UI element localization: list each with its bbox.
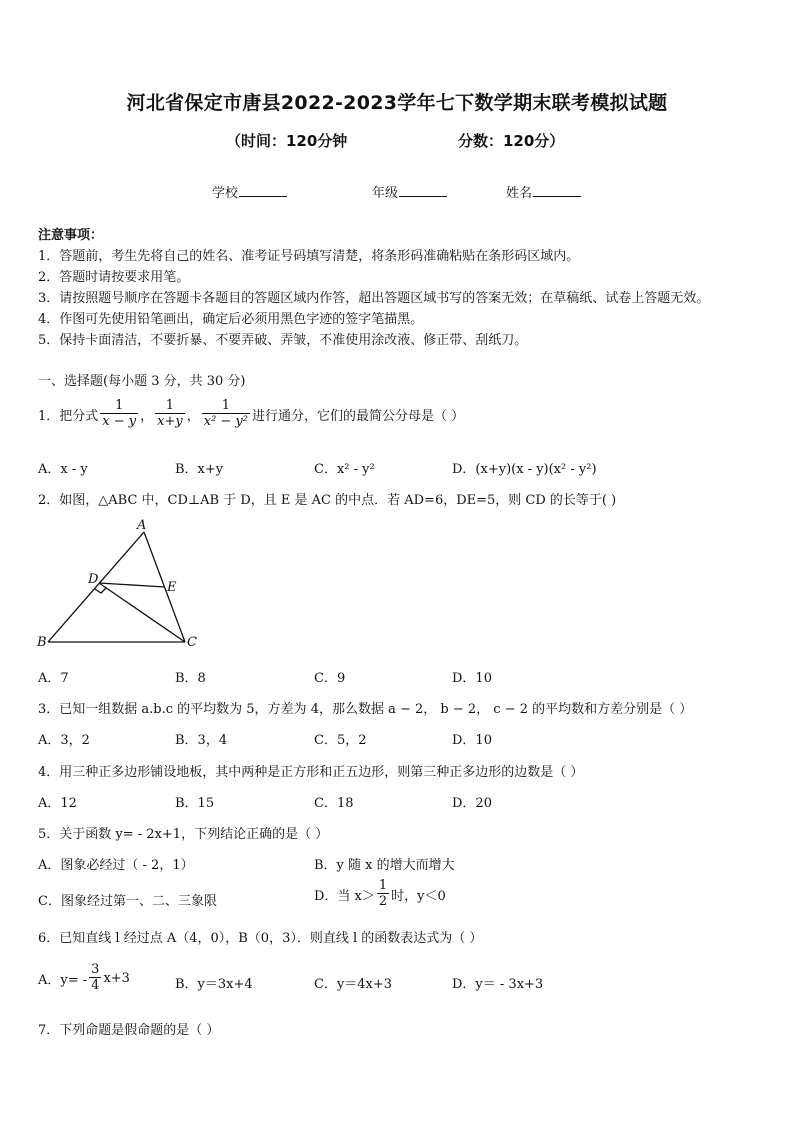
q1-option-c[interactable]: C．x² - y² (314, 462, 375, 477)
q6-option-b[interactable]: B．y＝3x+4 (175, 977, 253, 992)
q5-option-c[interactable]: C．图象经过第一、二、三象限 (38, 894, 217, 909)
q3-option-a[interactable]: A．3，2 (38, 733, 90, 748)
note-item: 5．保持卡面清洁，不要折暴、不要弄破、弄皱，不准使用涂改液、修正带、刮纸刀。 (38, 333, 528, 348)
notes-heading: 注意事项： (38, 228, 104, 243)
segment-de (99, 583, 165, 587)
q1-fraction-3: $\frac{1}{\text{x² − y²}}$ (203, 398, 248, 429)
q2-option-c[interactable]: C．9 (314, 671, 346, 686)
q6-option-a-suffix: x+3 (103, 970, 130, 986)
q5-option-d-fraction: $\frac{1}{2}$ (378, 878, 388, 909)
name-blank[interactable] (533, 184, 581, 197)
right-angle-mark (95, 588, 106, 593)
q5-option-d-prefix: D．当 x＞ (314, 888, 375, 904)
q4-option-c[interactable]: C．18 (314, 796, 354, 811)
q3-option-b[interactable]: B．3，4 (175, 733, 228, 748)
note-item: 1．答题前，考生先将自己的姓名、准考证号码填写清楚，将条形码准确粘贴在条形码区域内。 (38, 249, 580, 264)
q5-option-d[interactable] (314, 878, 446, 910)
q6-option-c[interactable]: C．y＝4x+3 (314, 977, 393, 992)
grade-field[interactable] (372, 182, 447, 201)
q4-option-a[interactable]: A．12 (38, 796, 77, 811)
triangle-figure (30, 515, 210, 655)
exam-score: 分数：120分） (458, 132, 565, 150)
grade-label: 年级 (372, 186, 399, 201)
exam-time: （时间：120分钟 (226, 132, 348, 150)
question-6: 6．已知直线 l 经过点 A（4，0），B（0，3）．则直线 l 的函数表达式为（ ） (38, 931, 483, 946)
q5-option-a[interactable]: A．图象必经过（ - 2，1） (38, 858, 194, 873)
q1-option-b[interactable]: B．x+y (175, 462, 224, 477)
q4-option-d[interactable]: D．20 (452, 796, 492, 811)
q4-option-b[interactable]: B．15 (175, 796, 215, 811)
q1-option-d[interactable]: D．(x+y)(x - y)(x² - y²) (452, 462, 597, 477)
question-1 (38, 398, 464, 430)
note-item: 2．答题时请按要求用笔。 (38, 270, 190, 285)
q1-suffix: 进行通分，它们的最简公分母是（ ） (252, 408, 465, 424)
q6-option-a-fraction: $\frac{3}{4}$ (91, 962, 100, 993)
q1-separator: ， (186, 408, 200, 424)
question-2: 2．如图，△ABC 中，CD⊥AB 于 D，且 E 是 AC 的中点．若 AD=6，DE=5，则 CD 的长等于( ) (38, 493, 617, 508)
label-b: B (37, 635, 47, 650)
question-5: 5．关于函数 y= - 2x+1，下列结论正确的是（ ） (38, 827, 329, 842)
q1-fraction-1: $\frac{1}{x - y}$ (102, 398, 137, 429)
q2-option-b[interactable]: B．8 (175, 671, 206, 686)
question-4: 4．用三种正多边形铺设地板，其中两种是正方形和正五边形，则第三种正多边形的边数是（ ） (38, 765, 584, 780)
section-heading: 一、选择题(每小题 3 分，共 30 分) (38, 374, 246, 389)
school-field[interactable] (212, 182, 287, 201)
name-field[interactable] (506, 182, 581, 201)
q1-fraction-2: $\frac{1}{x+y}$ (157, 398, 183, 429)
q3-option-d[interactable]: D．10 (452, 733, 492, 748)
label-e: E (167, 580, 177, 595)
school-blank[interactable] (239, 184, 287, 197)
grade-blank[interactable] (399, 184, 447, 197)
question-7: 7．下列命题是假命题的是（ ） (38, 1023, 220, 1038)
q2-option-d[interactable]: D．10 (452, 671, 492, 686)
page-title: 河北省保定市唐县2022-2023学年七下数学期末联考模拟试题 (126, 92, 668, 114)
note-item: 4．作图可先使用铅笔画出，确定后必须用黑色字迹的签字笔描黑。 (38, 312, 424, 327)
label-a: A (137, 518, 147, 533)
question-3: 3．已知一组数据 a.b.c 的平均数为 5，方差为 4，那么数据 a − 2， b − 2， c − 2 的平均数和方差分别是（ ） (38, 702, 693, 717)
q1-option-a[interactable]: A．x - y (38, 462, 88, 477)
q1-prefix: 1．把分式 (38, 408, 99, 424)
q6-option-a-prefix: A．y= - (38, 972, 88, 988)
q1-separator: ， (140, 408, 154, 424)
q3-option-c[interactable]: C．5，2 (314, 733, 367, 748)
note-item: 3．请按照题号顺序在答题卡各题目的答题区域内作答，超出答题区域书写的答案无效；在草稿纸、试卷上答题无效。 (38, 291, 710, 306)
q6-option-a[interactable] (38, 962, 130, 994)
label-c: C (187, 635, 197, 650)
school-label: 学校 (212, 186, 239, 201)
q2-option-a[interactable]: A．7 (38, 671, 69, 686)
q5-option-b[interactable]: B．y 随 x 的增大而增大 (314, 858, 455, 873)
q6-option-d[interactable]: D．y＝ - 3x+3 (452, 977, 544, 992)
segment-ab (48, 532, 144, 642)
label-d: D (88, 572, 99, 587)
name-label: 姓名 (506, 186, 533, 201)
q5-option-d-suffix: 时，y＜0 (391, 888, 446, 904)
